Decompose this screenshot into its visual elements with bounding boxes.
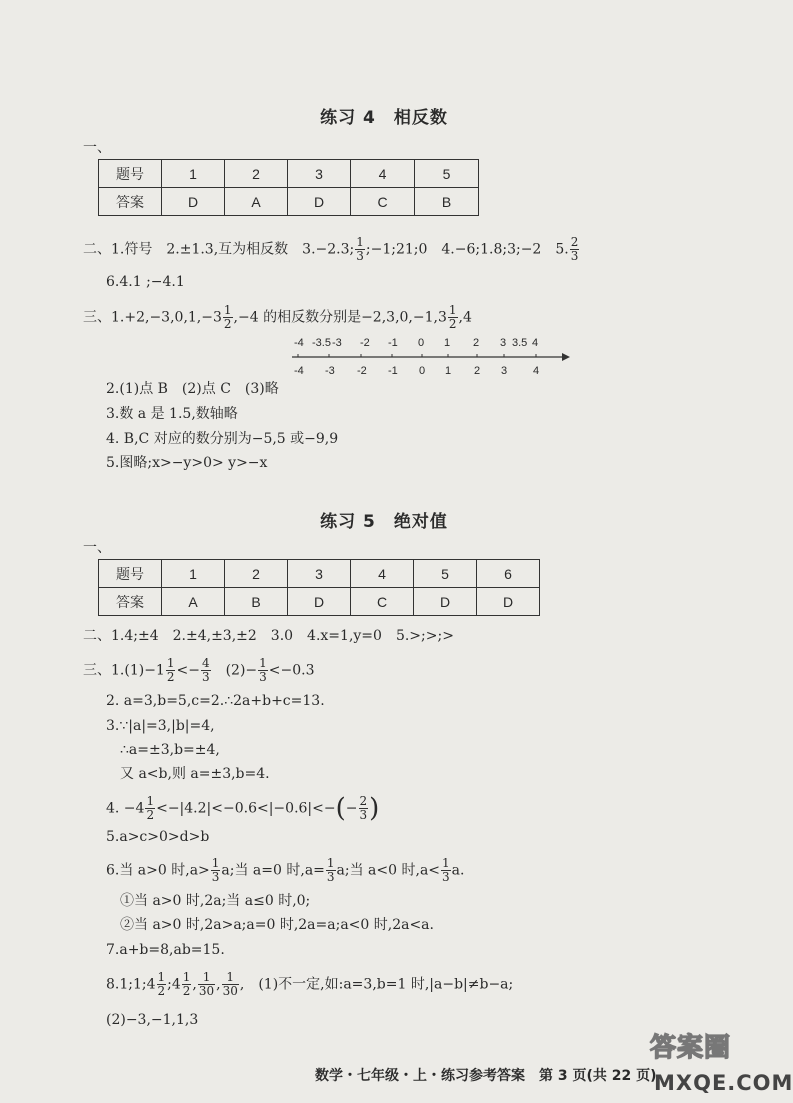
answer-line: 二、1.4;±4 2.±4,±3,±2 3.0 4.x=1,y=0 5.>;>;> [83, 628, 454, 644]
answer-line: ①当 a>0 时,2a;当 a≤0 时,0; [120, 893, 311, 909]
answer-line: 4. −4 $\frac{1}{2}$ <−|4.2|<−0.6<|−0.6|<−(− $\frac{2}{3}$ ) [106, 793, 380, 824]
table-cell: 答案 [99, 188, 162, 216]
tick-label: 3 [500, 337, 507, 349]
exercise-4-title: 练习 4 相反数 [320, 108, 448, 128]
tick-label: 1 [445, 365, 452, 377]
answer-table-ex4 [98, 159, 479, 216]
fraction: $\frac{1}{30}$ [222, 970, 238, 998]
tick-label: -1 [388, 365, 398, 377]
table-row [99, 588, 540, 616]
tick-label: -3 [332, 337, 342, 349]
tick-label: -4 [294, 337, 304, 349]
answer-line: 3.数 a 是 1.5,数轴略 [106, 406, 238, 422]
number-line [290, 336, 570, 378]
table-cell: 2 [225, 560, 288, 588]
fraction: $\frac{1}{3}$ [356, 235, 364, 263]
answer-line: 3.∵|a|=3,|b|=4, [106, 718, 215, 734]
fraction: $\frac{1}{2}$ [146, 794, 155, 822]
table-cell: 题号 [99, 160, 162, 188]
fraction: $\frac{1}{2}$ [448, 303, 457, 331]
answer-line: 4. B,C 对应的数分别为−5,5 或−9,9 [106, 431, 339, 447]
table-cell: 1 [162, 560, 225, 588]
fraction: $\frac{1}{3}$ [442, 856, 450, 884]
table-cell: 4 [351, 560, 414, 588]
fraction: $\frac{1}{3}$ [211, 856, 220, 884]
fraction: $\frac{1}{3}$ [326, 856, 335, 884]
table-cell: 题号 [99, 560, 162, 588]
tick-label: -2 [357, 365, 367, 377]
table-row [99, 560, 540, 588]
tick-label: 2 [473, 337, 480, 349]
tick-label: 4 [532, 337, 539, 349]
table-cell: 3 [288, 560, 351, 588]
table-cell: A [162, 588, 225, 616]
table-cell: 5 [414, 560, 477, 588]
section-one-mark: 一、 [83, 540, 111, 556]
answer-line: 三、1.+2,−3,0,1,−3 $\frac{1}{2}$ ,−4 的相反数分别是−2,3,0,−1,3 $\frac{1}{2}$ ,4 [83, 303, 472, 331]
table-cell: 4 [351, 160, 415, 188]
tick-label: 2 [474, 365, 481, 377]
watermark-logo: 答案圈 [650, 1033, 732, 1063]
table-cell: D [477, 588, 540, 616]
fraction: $\frac{1}{2}$ [166, 656, 175, 684]
table-cell: 6 [477, 560, 540, 588]
answer-line: 6.4.1 ;−4.1 [106, 274, 185, 290]
table-cell: 1 [162, 160, 225, 188]
table-cell: 3 [288, 160, 351, 188]
tick-label: -3.5 [312, 337, 331, 349]
table-cell: D [414, 588, 477, 616]
tick-label: -1 [388, 337, 398, 349]
answer-line: 又 a<b,则 a=±3,b=4. [120, 766, 270, 782]
answer-line: 二、1.符号 2.±1.3,互为相反数 3.−2.3; $\frac{1}{3}$ ;−1;21;0 4.−6;1.8;3;−2 5. $\frac{2}{3}$ [83, 235, 579, 263]
tick-label: 4 [533, 365, 540, 377]
answer-line: 2.(1)点 B (2)点 C (3)略 [106, 381, 279, 397]
answer-line: ②当 a>0 时,2a>a;a=0 时,2a=a;a<0 时,2a<a. [120, 917, 434, 933]
answer-line: ∴a=±3,b=±4, [120, 742, 220, 758]
watermark [650, 1027, 793, 1097]
fraction: $\frac{4}{3}$ [201, 656, 210, 684]
fraction: $\frac{2}{3}$ [359, 794, 368, 822]
table-cell: C [351, 588, 414, 616]
fraction: $\frac{2}{3}$ [570, 235, 579, 263]
tick-label: -3 [325, 365, 335, 377]
fraction: $\frac{1}{3}$ [259, 656, 267, 684]
table-cell: D [288, 188, 351, 216]
tick-label: 0 [418, 337, 425, 349]
table-cell: C [351, 188, 415, 216]
tick-label: 3.5 [512, 337, 528, 349]
tick-label: -2 [360, 337, 370, 349]
fraction: $\frac{1}{2}$ [223, 303, 232, 331]
table-cell: B [225, 588, 288, 616]
answer-line: 7.a+b=8,ab=15. [106, 942, 225, 958]
table-row [99, 160, 479, 188]
answer-line: 5.图略;x>−y>0> y>−x [106, 455, 268, 471]
section-one-mark: 一、 [83, 140, 111, 156]
table-cell: B [415, 188, 479, 216]
answer-line: 三、1.(1)−1 $\frac{1}{2}$ <− $\frac{4}{3}$ (2)− $\frac{1}{3}$ <−0.3 [83, 656, 315, 684]
fraction: $\frac{1}{30}$ [198, 970, 215, 998]
answer-line: (2)−3,−1,1,3 [106, 1012, 199, 1028]
watermark-url: MXQE.COM [654, 1071, 793, 1095]
tick-label: 3 [501, 365, 508, 377]
table-cell: 2 [225, 160, 288, 188]
answer-table-ex5 [98, 559, 540, 616]
answer-line: 8.1;1;4 $\frac{1}{2}$ ;4 $\frac{1}{2}$ , $\frac{1}{30}$ , $\frac{1}{30}$ , (1)不一定,如:a=3,b=1 时,|a−b|≠b−a; [106, 970, 514, 998]
table-cell: 答案 [99, 588, 162, 616]
table-cell: 5 [415, 160, 479, 188]
fraction: $\frac{1}{2}$ [182, 970, 191, 998]
answer-line: 2. a=3,b=5,c=2.∴2a+b+c=13. [106, 693, 325, 709]
table-cell: A [225, 188, 288, 216]
answer-line: 6.当 a>0 时,a> $\frac{1}{3}$ a;当 a=0 时,a= $\frac{1}{3}$ a;当 a<0 时,a< $\frac{1}{3}$ a. [106, 856, 465, 884]
tick-label: 1 [444, 337, 451, 349]
exercise-5-title: 练习 5 绝对值 [320, 512, 448, 532]
table-cell: D [288, 588, 351, 616]
table-row [99, 188, 479, 216]
tick-label: 0 [419, 365, 426, 377]
axis-arrow [562, 353, 570, 361]
answer-line: 5.a>c>0>d>b [106, 829, 210, 845]
fraction: $\frac{1}{2}$ [157, 970, 166, 998]
table-cell: D [162, 188, 225, 216]
tick-label: -4 [294, 365, 304, 377]
page-footer: 数学・七年级・上・练习参考答案 第 3 页(共 22 页) [315, 1068, 657, 1084]
